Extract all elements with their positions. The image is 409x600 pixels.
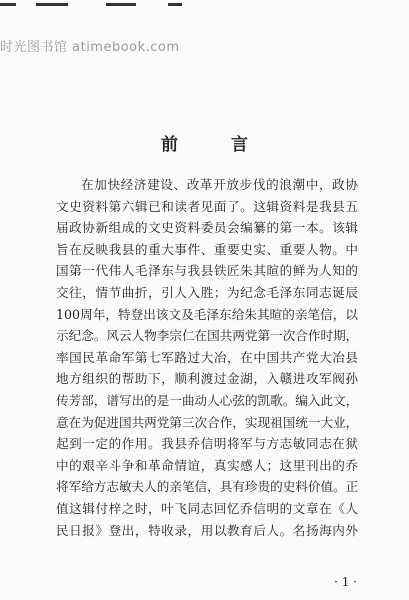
text-line: 旨在反映我县的重大事件、重要史实、重要人物。中 bbox=[56, 241, 358, 257]
text-line: 中的艰辛斗争和革命情谊，真实感人；这里刊出的乔 bbox=[56, 457, 358, 473]
text-line: 率国民革命军第七军路过大冶，在中国共产党大冶县 bbox=[56, 349, 358, 365]
text-line: 示纪念。风云人物李宗仁在国共两党第一次合作时期， bbox=[56, 328, 359, 344]
text-line: 将军给方志敏夫人的亲笔信，具有珍贵的史料价值。正 bbox=[56, 479, 359, 495]
text-line: 交往，情节曲折，引人入胜；为纪念毛泽东同志诞辰 bbox=[56, 284, 358, 300]
page-title: 前 言 bbox=[161, 135, 266, 155]
text-line: 民日报》登出，特收录，用以教育后人。名扬海内外 bbox=[56, 522, 358, 538]
text-line: 文史资料第六辑已和读者见面了。这辑资料是我县五 bbox=[56, 198, 358, 214]
text-line: 在加快经济建设、改革开放步伐的浪潮中，政协 bbox=[81, 177, 358, 192]
text-line: 国第一代伟人毛泽东与我县铁匠朱其暄的鲜为人知的 bbox=[56, 263, 358, 279]
top-rule-marks bbox=[0, 0, 409, 14]
text-line: 100周年，特登出该文及毛泽东给朱其暄的亲笔信，以 bbox=[56, 306, 358, 322]
text-line: 起到一定的作用。我县乔信明将军与方志敏同志在狱 bbox=[56, 436, 358, 452]
text-line: 地方组织的帮助下，顺利渡过金湖，入赣进攻军阀孙 bbox=[56, 371, 358, 387]
text-line: 值这辑付梓之时，叶飞同志回忆乔信明的文章在《人 bbox=[56, 500, 358, 516]
text-line: 届政协新组成的文史资料委员会编纂的第一本。该辑 bbox=[56, 220, 358, 236]
page-number: · 1 · bbox=[334, 575, 357, 589]
text-line: 传芳部，谱写出的是一曲动人心弦的凯歌。编入此文， bbox=[56, 392, 359, 408]
body-text bbox=[56, 174, 358, 541]
watermark: 时光图书馆 atimebook.com bbox=[0, 40, 180, 55]
text-line: 意在为促进国共两党第三次合作，实现祖国统一大业， bbox=[56, 414, 359, 430]
